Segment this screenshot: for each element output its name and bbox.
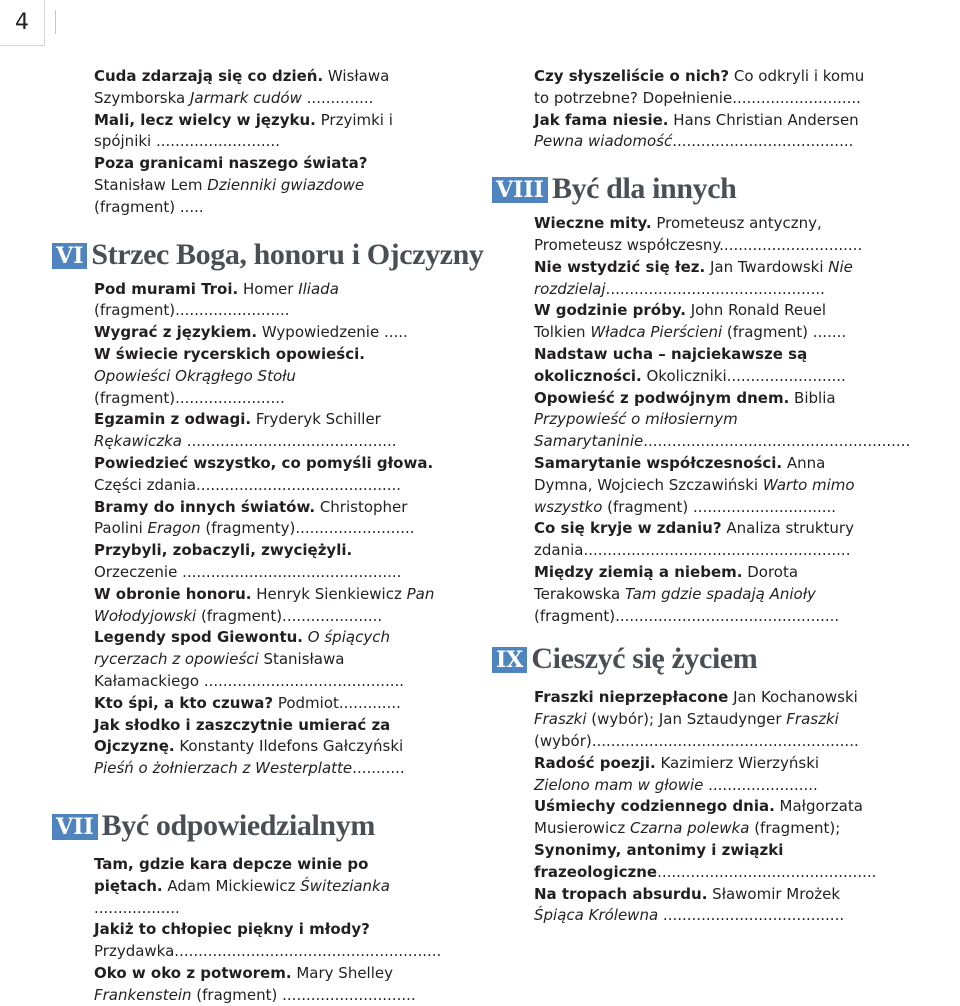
toc-entry: Między ziemią a niebem. Dorota Terakowska Tam gdzie spadają Anioły (fragment)...............................................: [534, 562, 840, 625]
section-title: Cieszyć się życiem: [531, 642, 758, 676]
section-ix-heading: [492, 637, 879, 679]
section-number: VI: [52, 243, 87, 269]
toc-entries-section-ix: [534, 687, 879, 927]
entry-work: Eragon: [147, 519, 201, 538]
toc-entry: Tam, gdzie kara depcze winie po piętach. Adam Mickiewicz Świtezianka ..................: [94, 854, 390, 917]
entry-work: Pieśń o żołnierzach z Westerplatte: [94, 759, 353, 778]
section-title: Strzec Boga, honoru i Ojczyzny: [91, 237, 484, 271]
entry-title: Cuda zdarzają się co dzień.: [94, 67, 324, 85]
toc-right-column: [496, 66, 911, 927]
toc-entries-section-viii: [534, 213, 911, 627]
toc-entry: Nadstaw ucha – najciekawsze są okoliczności. Okoliczniki.........................: [534, 344, 846, 385]
toc-entry: Wieczne mity. Prometeusz antyczny, Prometeusz współczesny..............................: [534, 214, 863, 254]
toc-entries-section-vi: [94, 279, 439, 780]
toc-entry: Kto śpi, a kto czuwa? Podmiot.............: [94, 693, 401, 712]
toc-entry: Legendy spod Giewontu. O śpiących rycerzach z opowieści Stanisława Kałamackiego ..........................................: [94, 628, 405, 690]
toc-entry: Powiedzieć wszystko, co pomyśli głowa. Części zdania...........................................: [94, 453, 434, 494]
toc-entry: Przybyli, zobaczyli, zwyciężyli. Orzeczenie ..............................................: [94, 541, 402, 581]
entry-title: Pod murami Troi.: [94, 279, 239, 298]
entry-title: Czy słyszeliście o nich?: [534, 67, 730, 85]
section-title: Być odpowiedzialnym: [101, 808, 375, 842]
entry-work: Fraszki: [534, 710, 587, 729]
entry-title: Przybyli, zobaczyli, zwyciężyli.: [94, 541, 353, 560]
entry-title: Między ziemią a niebem.: [534, 562, 743, 581]
toc-entry: Jak słodko i zaszczytnie umierać za Ojczyznę. Konstanty Ildefons Gałczyński Pieśń o żołnierzach z Westerplatte...........: [94, 715, 405, 778]
toc-entry: Jakiż to chłopiec piękny i młody? Przydawka........................................................: [94, 920, 442, 961]
entry-work: Tam gdzie spadają Anioły: [625, 584, 816, 603]
entry-leader: ..............: [301, 88, 374, 107]
toc-entry: Egzamin z odwagi. Fryderyk Schiller Rękawiczka ............................................: [94, 410, 397, 451]
toc-entry: Samarytanie współczesności. Anna Dymna, Wojciech Szczawiński Warto mimo wszystko (fragment) ..............................: [534, 453, 855, 516]
section-vii-heading: [52, 804, 439, 846]
entry-work: Jarmark cudów: [189, 88, 302, 107]
entry-title: Wygrać z językiem.: [94, 323, 258, 342]
toc-entry: Na tropach absurdu. Sławomir Mrożek Śpiąca Królewna ......................................: [534, 884, 845, 925]
toc-entry: Radość poezji. Kazimierz Wierzyński Zielono mam w głowie .......................: [534, 753, 820, 794]
toc-entries-intro: [534, 66, 879, 153]
entry-work: Nie rozdzielaj: [534, 257, 853, 298]
entry-title: W obronie honoru.: [94, 584, 252, 603]
entry-leader: (fragment) .....: [94, 197, 204, 216]
toc-entry: Wygrać z językiem. Wypowiedzenie .....: [94, 323, 408, 342]
toc-entry: Co się kryje w zdaniu? Analiza struktury zdania........................................................: [534, 519, 854, 560]
section-viii-heading: [492, 167, 879, 209]
entry-author: Stanisław Lem: [94, 175, 208, 194]
toc-entry: Uśmiechy codziennego dnia. Małgorzata Musierowicz Czarna polewka (fragment); Synonimy, antonimy i związki frazeologiczne..............................................: [534, 797, 877, 881]
entry-title: Nie wstydzić się łez.: [534, 257, 706, 276]
entry-title: Kto śpi, a kto czuwa?: [94, 693, 274, 712]
entry-title: Powiedzieć wszystko, co pomyśli głowa.: [94, 453, 434, 472]
entry-title: Synonimy, antonimy i związki frazeologiczne: [534, 840, 784, 881]
toc-entry: Nie wstydzić się łez. Jan Twardowski Nie rozdzielaj..............................................: [534, 257, 853, 298]
entry-title: Na tropach absurdu.: [534, 884, 708, 903]
entry-title: Oko w oko z potworem.: [94, 963, 292, 982]
toc-entry: Bramy do innych światów. Christopher Paolini Eragon (fragmenty).........................: [94, 497, 415, 538]
section-number: VIII: [492, 177, 548, 203]
entry-author: Wisława Szymborska: [94, 67, 390, 107]
entry-work: Pewna wiadomość: [534, 132, 673, 151]
toc-entry: Jak fama niesie. Hans Christian Andersen Pewna wiadomość......................................: [534, 110, 859, 151]
header-divider: [55, 10, 56, 34]
entry-title: Egzamin z odwagi.: [94, 410, 252, 429]
toc-left-column: [56, 66, 484, 1006]
toc-entry: [94, 110, 439, 154]
entry-work: Frankenstein: [94, 985, 192, 1004]
entry-work: Pan Wołodyjowski: [94, 584, 435, 625]
entry-work: O śpiących rycerzach z opowieści: [94, 628, 390, 669]
toc-entry: [94, 66, 439, 110]
entry-work: Przypowieść o miłosiernym Samarytaninie: [534, 410, 738, 451]
toc-entry: Fraszki nieprzepłacone Jan Kochanowski Fraszki (wybór); Jan Sztaudynger Fraszki (wybór)........................................................: [534, 688, 859, 750]
toc-entries-section-vii: [94, 854, 442, 1006]
entry-leader: ..........................: [151, 132, 280, 151]
entry-title: Radość poezji.: [534, 753, 656, 772]
section-title: Być dla innych: [551, 172, 737, 206]
entry-work: Rękawiczka: [94, 432, 182, 451]
entry-work: Świtezianka: [300, 876, 390, 895]
toc-entry: Czy słyszeliście o nich? Co odkryli i komu to potrzebne? Dopełnienie...........................: [534, 67, 865, 107]
toc-entry: W świecie rycerskich opowieści. Opowieści Okrągłego Stołu (fragment).......................: [94, 344, 365, 407]
entry-title: Fraszki nieprzepłacone: [534, 688, 729, 707]
entry-work: Dzienniki gwiazdowe: [207, 175, 365, 194]
entry-title: Jakiż to chłopiec piękny i młody?: [94, 920, 370, 939]
toc-entries-intro: [94, 66, 439, 219]
section-number: VII: [52, 814, 98, 840]
entry-work: Fraszki: [786, 710, 839, 729]
entry-title: Tam, gdzie kara depcze winie po piętach.: [94, 854, 369, 895]
page-number: 4: [0, 0, 45, 46]
section-vi-heading: [52, 233, 484, 275]
entry-work: Warto mimo wszystko: [534, 475, 855, 516]
entry-title: Samarytanie współczesności.: [534, 453, 783, 472]
entry-work: Iliada: [298, 279, 339, 298]
entry-title: Wieczne mity.: [534, 214, 652, 233]
entry-title: Uśmiechy codziennego dnia.: [534, 797, 775, 816]
entry-title: Jak fama niesie.: [534, 110, 669, 129]
toc-entry: Opowieść z podwójnym dnem. Biblia Przypowieść o miłosiernym Samarytaninie........................................................: [534, 388, 911, 451]
toc-entry: [94, 153, 439, 218]
entry-work: Śpiąca Królewna: [534, 906, 659, 925]
section-number: IX: [492, 647, 527, 673]
entry-title: Legendy spod Giewontu.: [94, 628, 304, 647]
entry-title: W świecie rycerskich opowieści.: [94, 344, 365, 363]
toc-entry: W godzinie próby. John Ronald Reuel Tolkien Władca Pierścieni (fragment) .......: [534, 301, 847, 342]
entry-title: Opowieść z podwójnym dnem.: [534, 388, 790, 407]
entry-work: Władca Pierścieni: [590, 323, 723, 342]
entry-title: Bramy do innych światów.: [94, 497, 316, 516]
entry-title: Jak słodko i zaszczytnie umierać za Ojczyznę.: [94, 715, 391, 756]
entry-title: Mali, lecz wielcy w języku.: [94, 110, 316, 129]
entry-title: Co się kryje w zdaniu?: [534, 519, 722, 538]
entry-work: Czarna polewka: [630, 819, 750, 838]
entry-title: Nadstaw ucha – najciekawsze są okoliczności.: [534, 344, 808, 385]
entry-title: Poza granicami naszego świata?: [94, 154, 368, 173]
entry-work: Opowieści Okrągłego Stołu: [94, 366, 296, 385]
entry-work: Zielono mam w głowie: [534, 775, 704, 794]
entry-author: Przyimki i spójniki: [94, 110, 393, 151]
toc-entry: Pod murami Troi. Homer Iliada (fragment)........................: [94, 279, 339, 320]
entry-title: W godzinie próby.: [534, 301, 686, 320]
toc-entry: Oko w oko z potworem. Mary Shelley Frankenstein (fragment) ............................: [94, 963, 416, 1004]
toc-entry: W obronie honoru. Henryk Sienkiewicz Pan Wołodyjowski (fragment).....................: [94, 584, 435, 625]
